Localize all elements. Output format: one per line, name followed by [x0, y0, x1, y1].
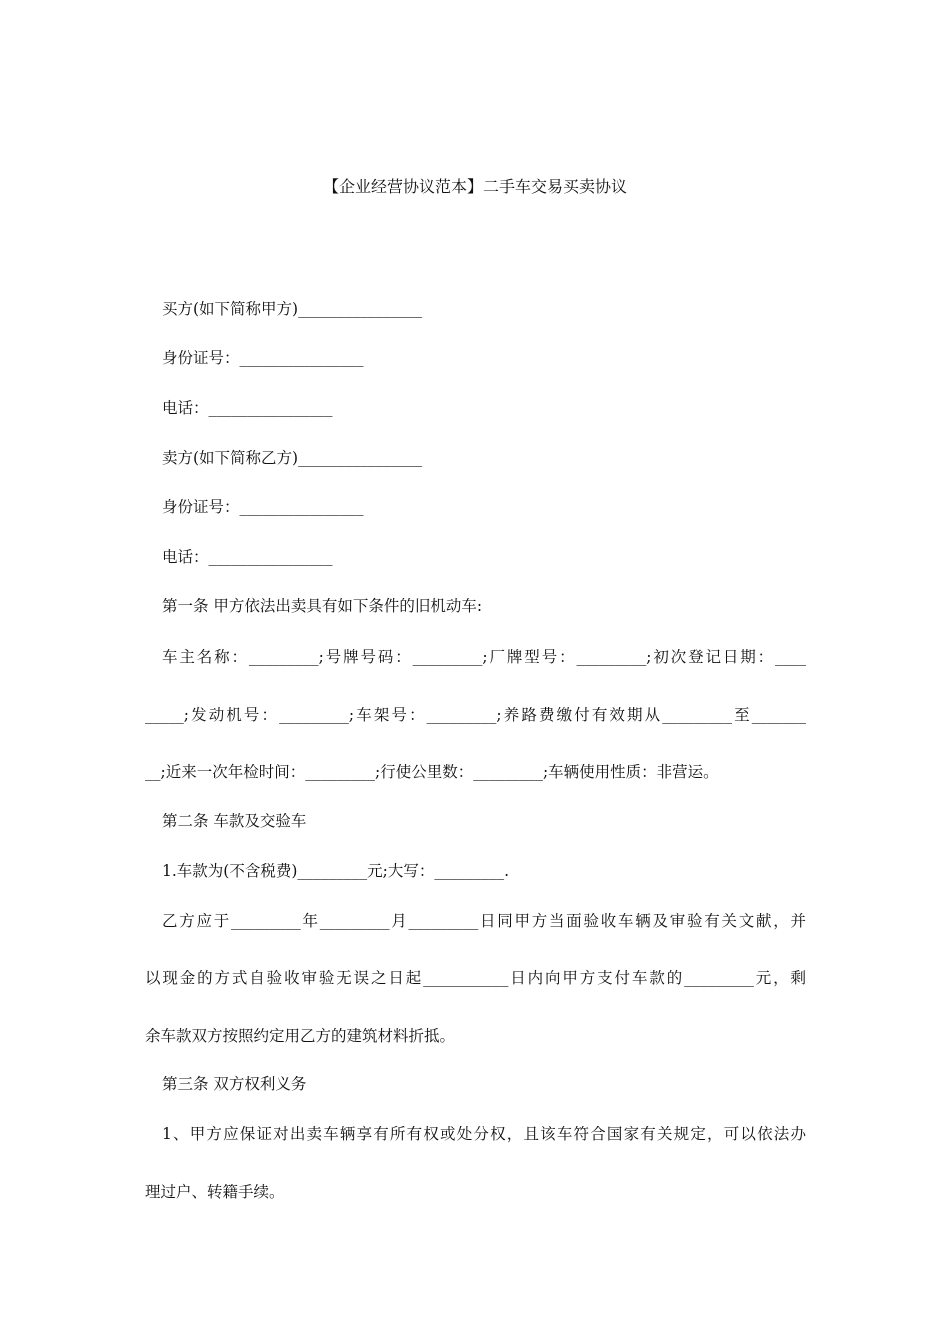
- seller-phone-line: 电话：________________: [162, 548, 333, 566]
- seller-id-line: 身份证号：________________: [162, 498, 364, 516]
- article-3-heading: 第三条 双方权利义务: [162, 1075, 307, 1093]
- article-2-heading: 第二条 车款及交验车: [162, 812, 307, 830]
- buyer-phone-line: 电话：________________: [162, 399, 333, 417]
- article-1-heading: 第一条 甲方依法出卖具有如下条件的旧机动车:: [162, 597, 483, 615]
- article-1-line-1: 车主名称：_________;号牌号码：_________;厂牌型号：_________;初次登记日期：____: [162, 648, 806, 666]
- buyer-line: 买方(如下简称甲方)________________: [162, 300, 423, 318]
- article-2-para-line-1: 乙方应于_________年_________月_________日同甲方当面验收车辆及审验有关文献，并: [162, 912, 806, 930]
- article-2-para-line-2: 以现金的方式自验收审验无误之日起___________日内向甲方支付车款的_________元，剩: [145, 969, 806, 987]
- document-title: 【企业经营协议范本】二手车交易买卖协议: [322, 177, 627, 196]
- article-2-price-line: 1.车款为(不含税费)_________元;大写：_________.: [162, 862, 510, 880]
- article-1-line-2: _____;发动机号：_________;车架号：_________;养路费缴付有效期从_________至_______: [145, 706, 806, 724]
- article-3-item-1-line-2: 理过户、转籍手续。: [145, 1183, 285, 1201]
- article-2-para-line-3: 余车款双方按照约定用乙方的建筑材料折抵。: [145, 1027, 456, 1045]
- seller-line: 卖方(如下简称乙方)________________: [162, 449, 423, 467]
- article-3-item-1-line-1: 1、甲方应保证对出卖车辆享有所有权或处分权，且该车符合国家有关规定，可以依法办: [162, 1125, 806, 1143]
- buyer-id-line: 身份证号：________________: [162, 349, 364, 367]
- article-1-line-3: __;近来一次年检时间：_________;行使公里数：_________;车辆使用性质：非营运。: [145, 763, 719, 781]
